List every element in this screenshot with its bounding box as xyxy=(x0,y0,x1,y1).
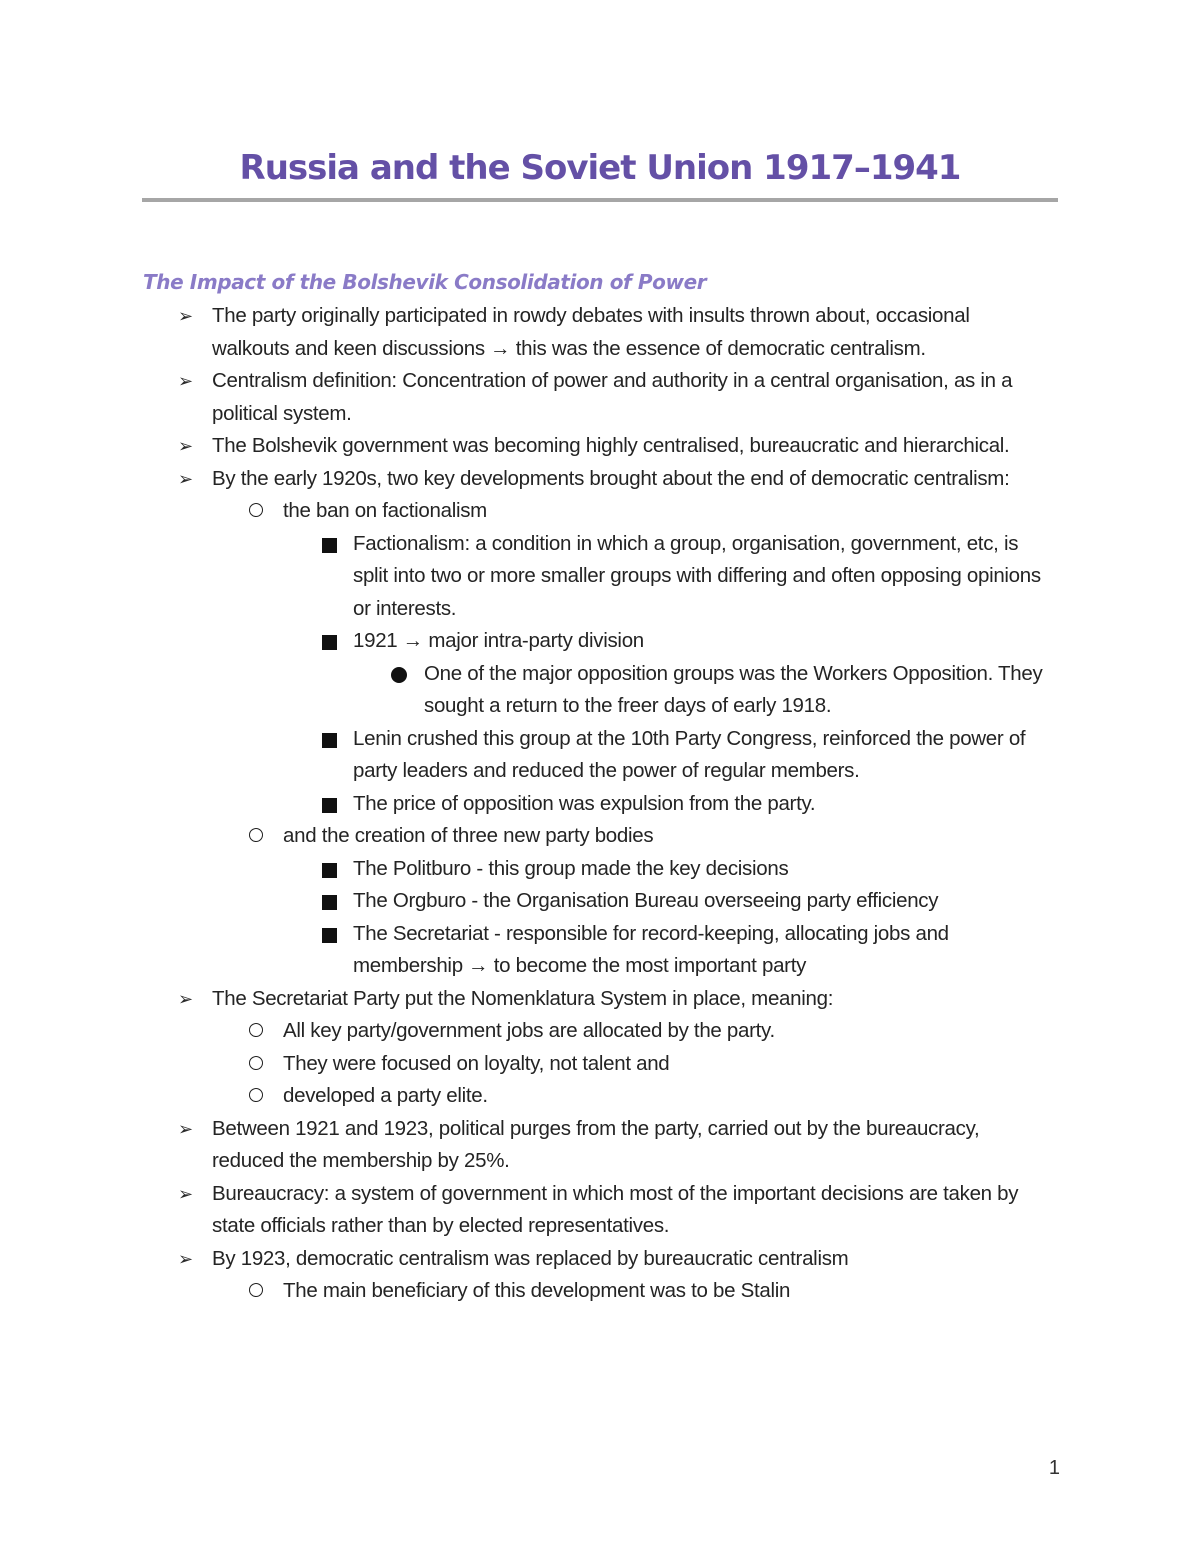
square-bullet-icon xyxy=(322,895,337,910)
list-item xyxy=(0,918,1053,983)
list-item-text: By 1923, democratic centralism was replaced by bureaucratic centralism xyxy=(212,1246,849,1270)
list-item-text: Bureaucracy: a system of government in which most of the important decisions are taken by state officials rather than by elected representatives. xyxy=(212,1181,1019,1237)
filled-circle-bullet-icon xyxy=(391,667,407,683)
list-item xyxy=(0,463,1052,496)
square-bullet-icon xyxy=(322,538,337,553)
list-item-text: By the early 1920s, two key developments brought about the end of democratic centralism: xyxy=(212,466,1010,490)
bullet-outline xyxy=(0,300,1200,1308)
list-item-text: developed a party elite. xyxy=(283,1084,488,1107)
list-item xyxy=(0,625,1053,658)
square-bullet-icon xyxy=(322,798,337,813)
list-item xyxy=(0,365,1052,430)
arrow-bullet-icon: ➢ xyxy=(178,306,193,326)
list-item xyxy=(0,1243,1052,1276)
hollow-circle-bullet-icon xyxy=(249,1023,263,1037)
hollow-circle-bullet-icon xyxy=(249,1283,263,1297)
list-item-text: The party originally participated in rowdy debates with insults thrown about, occasional walkouts and keen discussions → this was the essence of democratic centralism. xyxy=(212,304,970,360)
list-item xyxy=(0,723,1053,788)
arrow-bullet-icon: ➢ xyxy=(178,1118,193,1139)
list-item-text: and the creation of three new party bodies xyxy=(283,824,654,847)
document-title: Russia and the Soviet Union 1917–1941 xyxy=(239,148,961,188)
list-item xyxy=(0,430,1052,463)
arrow-bullet-icon: ➢ xyxy=(178,1248,193,1269)
page-number: 1 xyxy=(1048,1457,1060,1479)
list-item xyxy=(0,788,1053,821)
hollow-circle-bullet-icon xyxy=(249,503,263,517)
list-item xyxy=(0,528,1053,626)
list-item xyxy=(0,885,1053,918)
arrow-bullet-icon: ➢ xyxy=(178,1183,193,1204)
list-item-text: Between 1921 and 1923, political purges from the party, carried out by the bureaucracy, reduced the membership by 25%. xyxy=(212,1116,980,1172)
list-item-text: The Politburo - this group made the key decisions xyxy=(353,856,789,880)
list-item-text: All key party/government jobs are allocated by the party. xyxy=(283,1019,775,1042)
list-item-text: The main beneficiary of this development was to be Stalin xyxy=(283,1279,791,1302)
list-item-text: The Bolshevik government was becoming highly centralised, bureaucratic and hierarchical. xyxy=(212,434,1010,457)
list-item xyxy=(0,1275,1053,1308)
square-bullet-icon xyxy=(322,635,337,650)
list-item-text: They were focused on loyalty, not talent and xyxy=(283,1051,670,1075)
square-bullet-icon xyxy=(322,863,337,878)
list-item xyxy=(0,1080,1053,1113)
hollow-circle-bullet-icon xyxy=(249,1088,263,1102)
arrow-bullet-icon: ➢ xyxy=(178,436,193,456)
hollow-circle-bullet-icon xyxy=(249,828,263,842)
list-item-text: Lenin crushed this group at the 10th Party Congress, reinforced the power of party leaders and reduced the power of regular members. xyxy=(353,726,1026,782)
hollow-circle-bullet-icon xyxy=(249,1056,263,1070)
arrow-bullet-icon: ➢ xyxy=(178,468,193,489)
list-item xyxy=(0,658,1056,723)
list-item xyxy=(0,495,1053,528)
list-item xyxy=(0,853,1053,886)
arrow-bullet-icon: ➢ xyxy=(178,988,193,1009)
section-heading: The Impact of the Bolshevik Consolidation of Power xyxy=(143,270,707,294)
list-item xyxy=(0,300,1052,365)
list-item xyxy=(0,1015,1053,1048)
square-bullet-icon xyxy=(322,928,337,943)
list-item-text: The Secretariat - responsible for record-keeping, allocating jobs and membership → to become the most important party xyxy=(353,921,949,977)
list-item-text: the ban on factionalism xyxy=(283,499,487,522)
list-item-text: 1921 → major intra-party division xyxy=(353,629,644,652)
arrow-bullet-icon: ➢ xyxy=(178,371,193,391)
list-item-text: One of the major opposition groups was the Workers Opposition. They sought a return to the freer days of early 1918. xyxy=(424,661,1043,717)
square-bullet-icon xyxy=(322,733,337,748)
list-item-text: The Secretariat Party put the Nomenklatura System in place, meaning: xyxy=(212,986,834,1010)
list-item-text: The price of opposition was expulsion from the party. xyxy=(353,791,816,815)
list-item xyxy=(0,1178,1052,1243)
list-item-text: Centralism definition: Concentration of power and authority in a central organisation, as in a political system. xyxy=(212,369,1013,425)
list-item xyxy=(0,983,1052,1016)
list-item xyxy=(0,1048,1053,1081)
list-item xyxy=(0,1113,1052,1178)
list-item xyxy=(0,820,1053,853)
title-underline xyxy=(142,198,1058,202)
list-item-text: The Orgburo - the Organisation Bureau overseeing party efficiency xyxy=(353,889,939,912)
list-item-text: Factionalism: a condition in which a group, organisation, government, etc, is split into two or more smaller groups with differing and often opposing opinions or interests. xyxy=(353,531,1041,620)
